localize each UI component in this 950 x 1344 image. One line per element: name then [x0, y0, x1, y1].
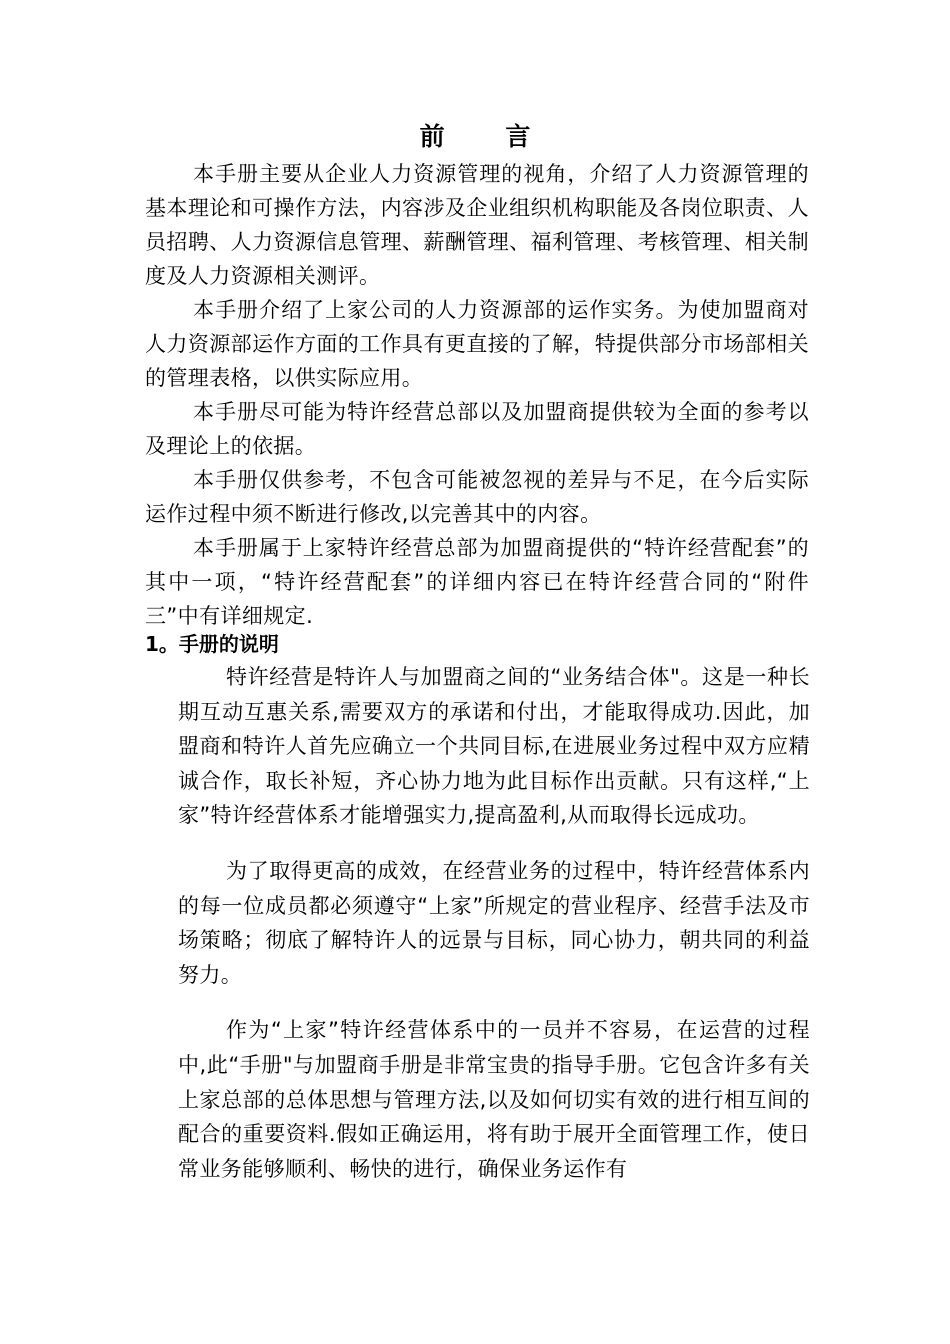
preface-paragraph: 本手册属于上家特许经营总部为加盟商提供的“特许经营配套”的其中一项，“特许经营配套”的详细内容已在特许经营合同的“附件三”中有详细规定. [145, 536, 809, 628]
section-body [178, 660, 810, 1186]
preface-section [145, 157, 809, 633]
preface-paragraph: 本手册仅供参考，不包含可能被忽视的差异与不足，在今后实际运作过程中须不断进行修改,以完善其中的内容。 [145, 468, 809, 526]
preface-paragraph: 本手册尽可能为特许经营总部以及加盟商提供较为全面的参考以及理论上的依据。 [145, 400, 809, 458]
preface-paragraph: 本手册介绍了上家公司的人力资源部的运作实务。为使加盟商对人力资源部运作方面的工作具有更直接的了解，特提供部分市场部相关的管理表格，以供实际应用。 [145, 298, 809, 390]
section-paragraph: 为了取得更高的成效，在经营业务的过程中，特许经营体系内的每一位成员都必须遵守“上家”所规定的营业程序、经营手法及市场策略；彻底了解特许人的远景与目标，同心协力，朝共同的利益努力。 [178, 858, 810, 987]
section-paragraph: 作为“上家”特许经营体系中的一员并不容易，在运营的过程中,此“手册"与加盟商手册是非常宝贵的指导手册。它包含许多有关上家总部的总体思想与管理方法,以及如何切实有效的进行相互间的配合的重要资料.假如正确运用，将有助于展开全面管理工作，使日常业务能够顺利、畅快的进行，确保业务运作有 [178, 1018, 810, 1181]
section-heading: 1。手册的说明 [145, 632, 279, 656]
preface-paragraph: 本手册主要从企业人力资源管理的视角，介绍了人力资源管理的基本理论和可操作方法，内容涉及企业组织机构职能及各岗位职责、人员招聘、人力资源信息管理、薪酬管理、福利管理、考核管理、相关制度及人力资源相关测评。 [145, 162, 809, 288]
section-paragraph: 特许经营是特许人与加盟商之间的“业务结合体"。这是一种长期互动互惠关系,需要双方的承诺和付出，才能取得成功.因此，加盟商和特许人首先应确立一个共同目标,在进展业务过程中双方应精诚合作，取长补短，齐心协力地为此目标作出贡献。只有这样,“上家”特许经营体系才能增强实力,提高盈利,从而取得长远成功。 [178, 665, 810, 828]
page-title: 前 言 [419, 122, 557, 151]
